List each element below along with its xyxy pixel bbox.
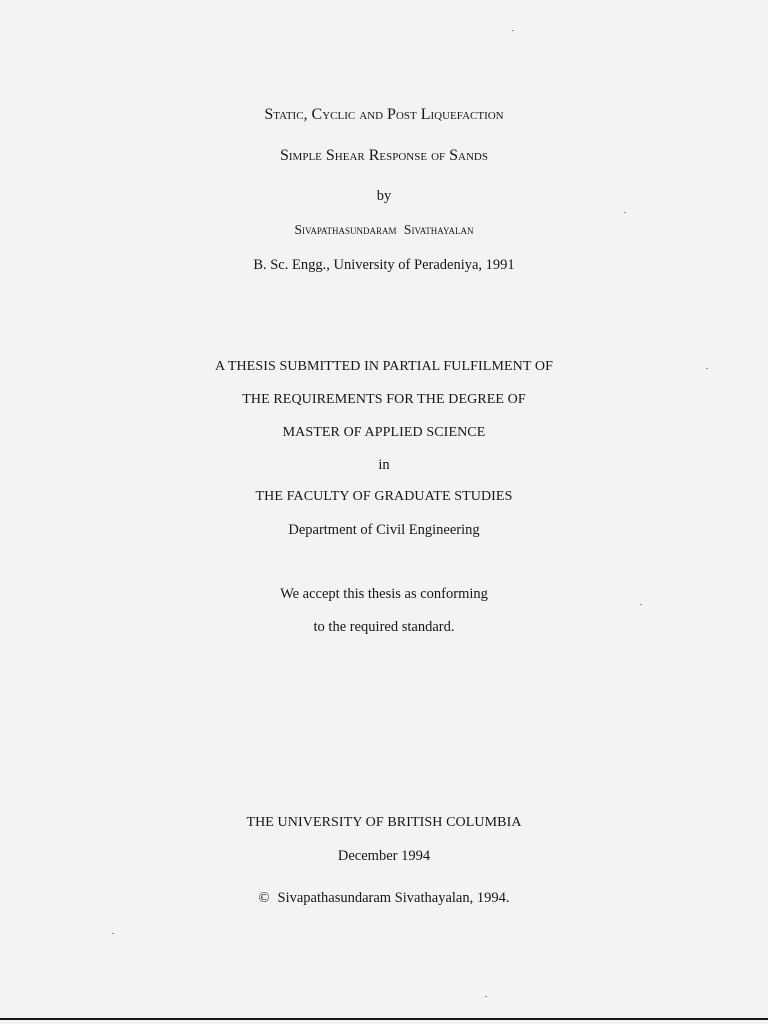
scan-speck (706, 368, 708, 369)
acceptance-line-2: to the required standard. (313, 619, 455, 635)
in-label: in (378, 457, 390, 473)
thesis-title-line-2: Simple Shear Response of Sands (279, 147, 488, 164)
university-name: THE UNIVERSITY OF BRITISH COLUMBIA (246, 815, 522, 830)
scan-speck (485, 996, 487, 997)
copyright-notice (0, 889, 768, 907)
statement-line-2: THE REQUIREMENTS FOR THE DEGREE OF (242, 392, 526, 407)
scan-edge-line (0, 1018, 768, 1020)
acceptance-line-1: We accept this thesis as conforming (280, 586, 488, 602)
scan-speck (624, 212, 626, 213)
copyright-icon: © (258, 890, 270, 906)
thesis-title-line-1: Static, Cyclic and Post Liquefaction (264, 106, 504, 123)
submission-date: December 1994 (337, 848, 431, 864)
statement-line-1: A THESIS SUBMITTED IN PARTIAL FULFILMENT OF (215, 359, 553, 374)
scan-speck (640, 604, 642, 605)
scan-speck (112, 933, 114, 934)
prior-degree: B. Sc. Engg., University of Peradeniya, 1991 (253, 257, 515, 273)
by-label: by (376, 188, 392, 204)
faculty-name: THE FACULTY OF GRADUATE STUDIES (255, 489, 513, 504)
scan-speck (512, 30, 514, 31)
author-name: Sivapathasundaram Sivathayalan (294, 222, 474, 237)
degree-name: MASTER OF APPLIED SCIENCE (282, 425, 486, 440)
department-name: Department of Civil Engineering (288, 522, 480, 538)
copyright-text: Sivapathasundaram Sivathayalan, 1994. (277, 890, 510, 906)
